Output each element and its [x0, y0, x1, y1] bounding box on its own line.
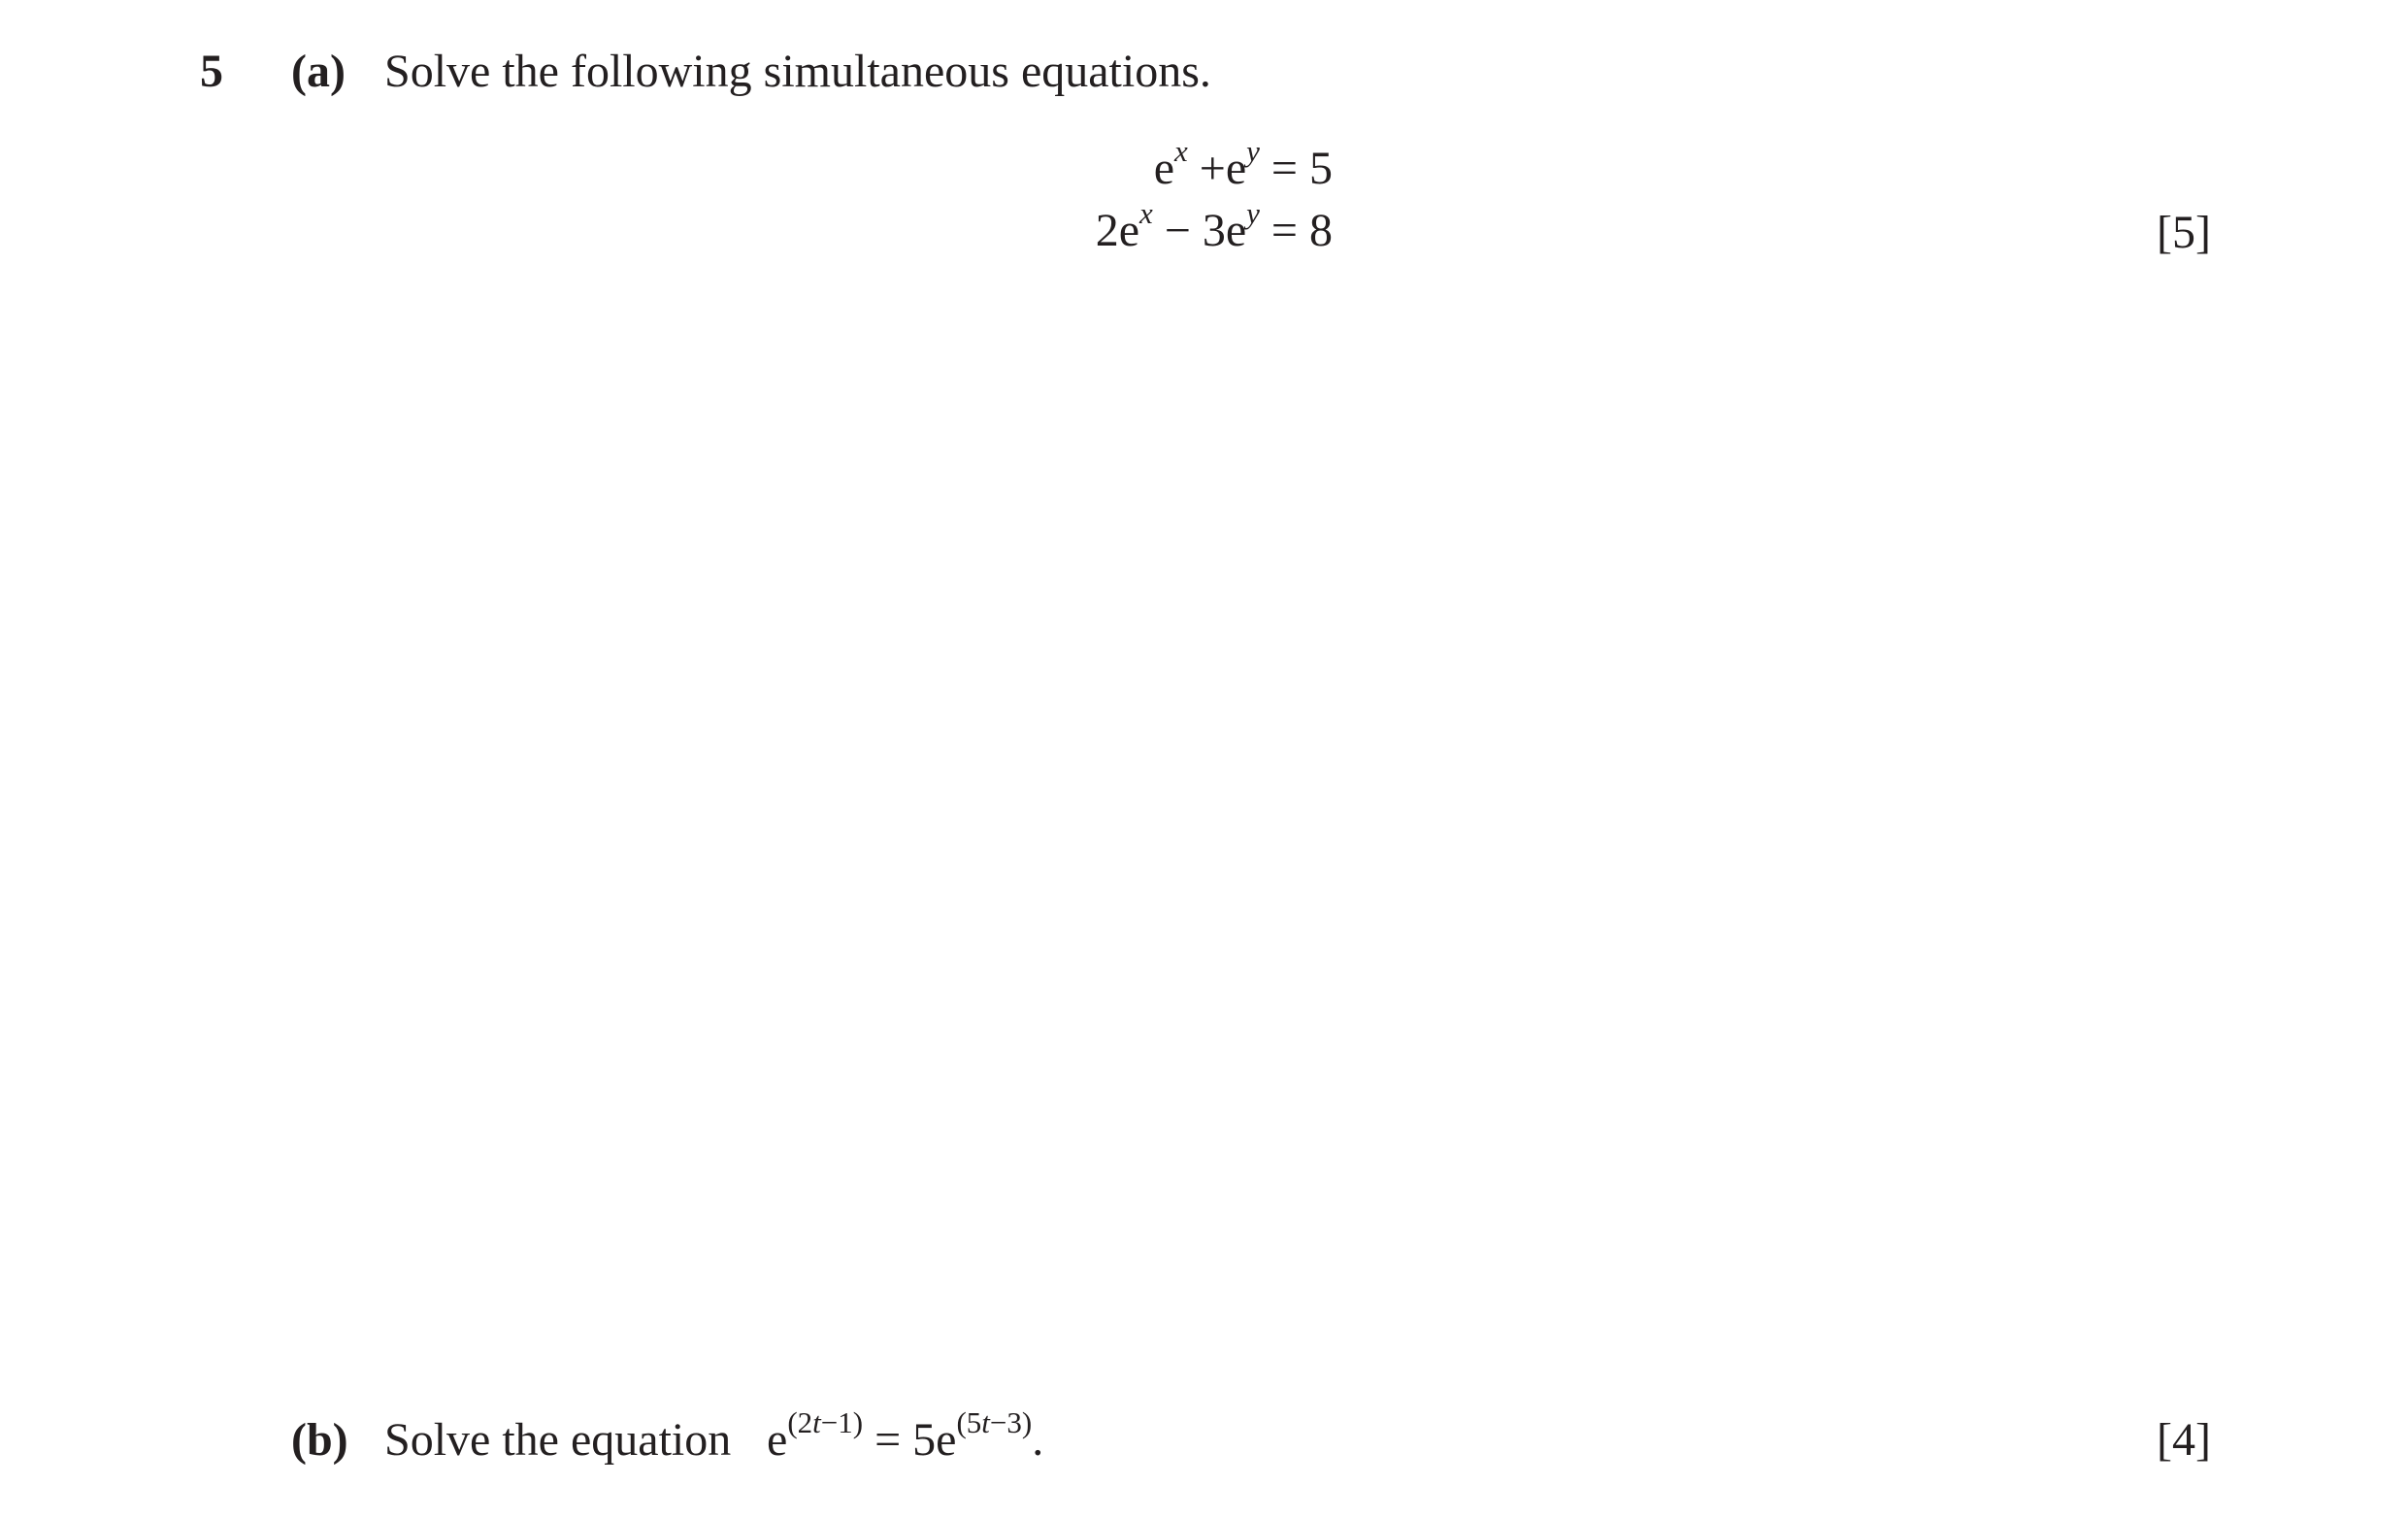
- b-rhs-exponent: (5t−3): [956, 1405, 1033, 1439]
- eq2-rhs: = 8: [1270, 205, 1333, 256]
- eq2-op: −: [1164, 205, 1191, 256]
- part-a-prompt: Solve the following simultaneous equations.: [384, 46, 1211, 97]
- part-b-prompt: Solve the equation: [384, 1414, 732, 1466]
- eq1-base-2: e: [1225, 143, 1247, 194]
- b-lhs-base: e: [767, 1414, 788, 1466]
- part-b-marks: [4]: [2157, 1414, 2211, 1466]
- eq2-coef-1: 2e: [1095, 205, 1139, 256]
- equation-2: [750, 196, 1333, 257]
- eq2-coef-2: 3e: [1202, 205, 1247, 256]
- part-b-label: (b): [291, 1414, 348, 1466]
- eq1-exp-1: x: [1174, 134, 1188, 168]
- eq1-rhs: = 5: [1270, 143, 1333, 194]
- eq1-exp-2: y: [1246, 134, 1260, 168]
- b-equals: = 5e: [874, 1414, 957, 1466]
- eq2-exp-1: x: [1139, 196, 1153, 230]
- eq1-op: +: [1199, 143, 1226, 194]
- b-lhs-exponent: (2t−1): [787, 1405, 864, 1439]
- part-a-marks: [5]: [2157, 207, 2211, 258]
- eq2-exp-2: y: [1246, 196, 1260, 230]
- equation-1: [750, 134, 1333, 195]
- part-a-label: (a): [291, 46, 346, 97]
- eq1-base-1: e: [1153, 143, 1174, 194]
- question-number: 5: [200, 46, 223, 97]
- b-end: .: [1032, 1414, 1044, 1466]
- part-b-equation: [767, 1405, 1044, 1467]
